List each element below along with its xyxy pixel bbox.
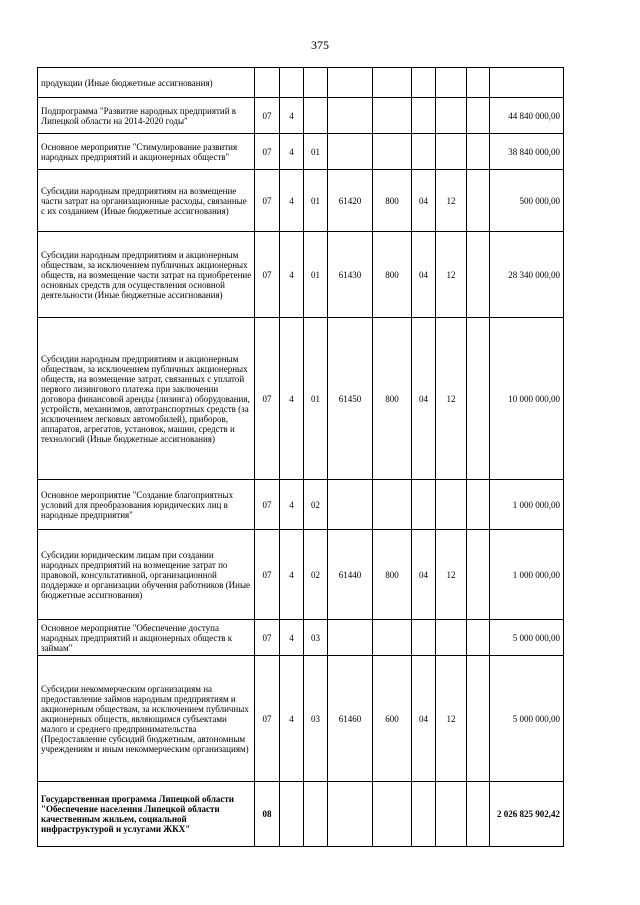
code-activity-cell: 01 <box>304 134 328 170</box>
code-direction-cell: 61450 <box>328 318 373 480</box>
table-row <box>38 530 564 620</box>
code-subsection-cell: 12 <box>436 530 467 620</box>
code-extra-cell <box>467 232 490 318</box>
item-name-cell: Подпрограмма "Развитие народных предприятий в Липецкой области на 2014-2020 годы" <box>38 98 255 134</box>
code-program-cell: 07 <box>255 530 280 620</box>
item-name-cell: Государственная программа Липецкой области "Обеспечение населения Липецкой области качественным жильем, социальной инфраструктурой и услугами ЖКХ" <box>38 782 255 847</box>
table-row <box>38 620 564 656</box>
code-expense-type-cell <box>373 68 412 98</box>
code-activity-cell: 02 <box>304 480 328 530</box>
code-activity-cell: 01 <box>304 318 328 480</box>
code-program-cell: 07 <box>255 134 280 170</box>
code-subprogram-cell: 4 <box>280 620 304 656</box>
code-program-cell: 07 <box>255 98 280 134</box>
code-subprogram-cell: 4 <box>280 98 304 134</box>
code-extra-cell <box>467 98 490 134</box>
code-program-cell: 07 <box>255 480 280 530</box>
code-program-cell: 08 <box>255 782 280 847</box>
code-subprogram-cell <box>280 68 304 98</box>
code-expense-type-cell: 800 <box>373 318 412 480</box>
table-row <box>38 170 564 232</box>
code-subsection-cell <box>436 134 467 170</box>
code-section-cell <box>412 134 436 170</box>
code-extra-cell <box>467 480 490 530</box>
code-activity-cell: 01 <box>304 232 328 318</box>
item-name-cell: Субсидии народным предприятиям на возмещение части затрат на организационные расходы, связанные с их созданием (Иные бюджетные ассигнования) <box>38 170 255 232</box>
code-subsection-cell <box>436 98 467 134</box>
code-section-cell <box>412 782 436 847</box>
code-expense-type-cell <box>373 98 412 134</box>
amount-cell: 28 340 000,00 <box>490 232 564 318</box>
code-direction-cell: 61460 <box>328 656 373 782</box>
code-expense-type-cell <box>373 480 412 530</box>
table-row <box>38 318 564 480</box>
code-program-cell: 07 <box>255 170 280 232</box>
page-number: 375 <box>311 38 329 52</box>
code-activity-cell <box>304 782 328 847</box>
code-subprogram-cell: 4 <box>280 134 304 170</box>
item-name-cell: Основное мероприятие "Стимулирование развития народных предприятий и акционерных обществ" <box>38 134 255 170</box>
code-subprogram-cell: 4 <box>280 656 304 782</box>
code-subprogram-cell: 4 <box>280 170 304 232</box>
code-direction-cell: 61430 <box>328 232 373 318</box>
code-direction-cell: 61440 <box>328 530 373 620</box>
code-extra-cell <box>467 782 490 847</box>
code-expense-type-cell: 800 <box>373 232 412 318</box>
code-direction-cell <box>328 782 373 847</box>
code-section-cell <box>412 68 436 98</box>
code-subprogram-cell: 4 <box>280 318 304 480</box>
code-activity-cell: 02 <box>304 530 328 620</box>
table-row <box>38 232 564 318</box>
table-row <box>38 480 564 530</box>
code-subsection-cell <box>436 68 467 98</box>
amount-cell: 1 000 000,00 <box>490 530 564 620</box>
code-expense-type-cell <box>373 782 412 847</box>
code-activity-cell <box>304 68 328 98</box>
amount-cell: 10 000 000,00 <box>490 318 564 480</box>
code-program-cell: 07 <box>255 318 280 480</box>
code-direction-cell <box>328 68 373 98</box>
code-expense-type-cell: 800 <box>373 170 412 232</box>
amount-cell: 44 840 000,00 <box>490 98 564 134</box>
table-row <box>38 68 564 98</box>
code-extra-cell <box>467 170 490 232</box>
item-name-cell: Основное мероприятие "Обеспечение доступа народных предприятий и акционерных обществ к займам" <box>38 620 255 656</box>
code-extra-cell <box>467 530 490 620</box>
code-program-cell: 07 <box>255 232 280 318</box>
code-subprogram-cell: 4 <box>280 232 304 318</box>
code-section-cell: 04 <box>412 170 436 232</box>
code-subsection-cell: 12 <box>436 170 467 232</box>
code-activity-cell: 01 <box>304 170 328 232</box>
code-subprogram-cell: 4 <box>280 480 304 530</box>
code-direction-cell <box>328 480 373 530</box>
code-direction-cell: 61420 <box>328 170 373 232</box>
code-section-cell: 04 <box>412 530 436 620</box>
code-subsection-cell <box>436 480 467 530</box>
code-program-cell <box>255 68 280 98</box>
code-subprogram-cell: 4 <box>280 530 304 620</box>
table-row <box>38 782 564 847</box>
code-section-cell <box>412 620 436 656</box>
table-row <box>38 98 564 134</box>
code-subsection-cell: 12 <box>436 656 467 782</box>
code-extra-cell <box>467 318 490 480</box>
code-extra-cell <box>467 68 490 98</box>
code-activity-cell <box>304 98 328 134</box>
amount-cell <box>490 68 564 98</box>
code-subsection-cell: 12 <box>436 232 467 318</box>
budget-table <box>37 67 564 847</box>
amount-cell: 5 000 000,00 <box>490 620 564 656</box>
item-name-cell: Субсидии некоммерческим организациям на предоставление займов народным предприятиям и акционерным обществам, за исключением публичных акционерных обществ, являющимся субъектами малого и среднего предпринимательства (Предоставление субсидий бюджетным, автономным учреждениям и иным некоммерческим организациям) <box>38 656 255 782</box>
code-section-cell <box>412 98 436 134</box>
amount-cell: 1 000 000,00 <box>490 480 564 530</box>
code-section-cell: 04 <box>412 656 436 782</box>
code-subprogram-cell <box>280 782 304 847</box>
amount-cell: 2 026 825 902,42 <box>490 782 564 847</box>
code-subsection-cell <box>436 620 467 656</box>
code-extra-cell <box>467 656 490 782</box>
code-expense-type-cell <box>373 134 412 170</box>
amount-cell: 500 000,00 <box>490 170 564 232</box>
code-section-cell <box>412 480 436 530</box>
code-program-cell: 07 <box>255 656 280 782</box>
item-name-cell: Субсидии народным предприятиям и акционерным обществам, за исключением публичных акционерных обществ, на возмещение части затрат на приобретение основных средств для осуществления основной деятельности (Иные бюджетные ассигнования) <box>38 232 255 318</box>
item-name-cell: продукции (Иные бюджетные ассигнования) <box>38 68 255 98</box>
code-subsection-cell <box>436 782 467 847</box>
code-expense-type-cell: 600 <box>373 656 412 782</box>
item-name-cell: Субсидии народным предприятиям и акционерным обществам, за исключением публичных акционерных обществ, на возмещение затрат, связанных с уплатой первого лизингового платежа при заключении договора финансовой аренды (лизинга) оборудования, устройств, механизмов, автотранспортных средств (за исключением легковых автомобилей), приборов, аппаратов, агрегатов, установок, машин, средств и технологий (Иные бюджетные ассигнования) <box>38 318 255 480</box>
code-subsection-cell: 12 <box>436 318 467 480</box>
item-name-cell: Основное мероприятие "Создание благоприятных условий для преобразования юридических лиц в народные предприятия" <box>38 480 255 530</box>
code-direction-cell <box>328 620 373 656</box>
table-row <box>38 656 564 782</box>
table-row <box>38 134 564 170</box>
amount-cell: 5 000 000,00 <box>490 656 564 782</box>
code-program-cell: 07 <box>255 620 280 656</box>
code-direction-cell <box>328 98 373 134</box>
code-extra-cell <box>467 134 490 170</box>
code-activity-cell: 03 <box>304 620 328 656</box>
item-name-cell: Субсидии юридическим лицам при создании народных предприятий на возмещение затрат по правовой, консультативной, организационной поддержке и организации обучения работников (Иные бюджетные ассигнования) <box>38 530 255 620</box>
amount-cell: 38 840 000,00 <box>490 134 564 170</box>
code-expense-type-cell <box>373 620 412 656</box>
code-extra-cell <box>467 620 490 656</box>
code-activity-cell: 03 <box>304 656 328 782</box>
code-section-cell: 04 <box>412 232 436 318</box>
code-section-cell: 04 <box>412 318 436 480</box>
code-expense-type-cell: 800 <box>373 530 412 620</box>
code-direction-cell <box>328 134 373 170</box>
